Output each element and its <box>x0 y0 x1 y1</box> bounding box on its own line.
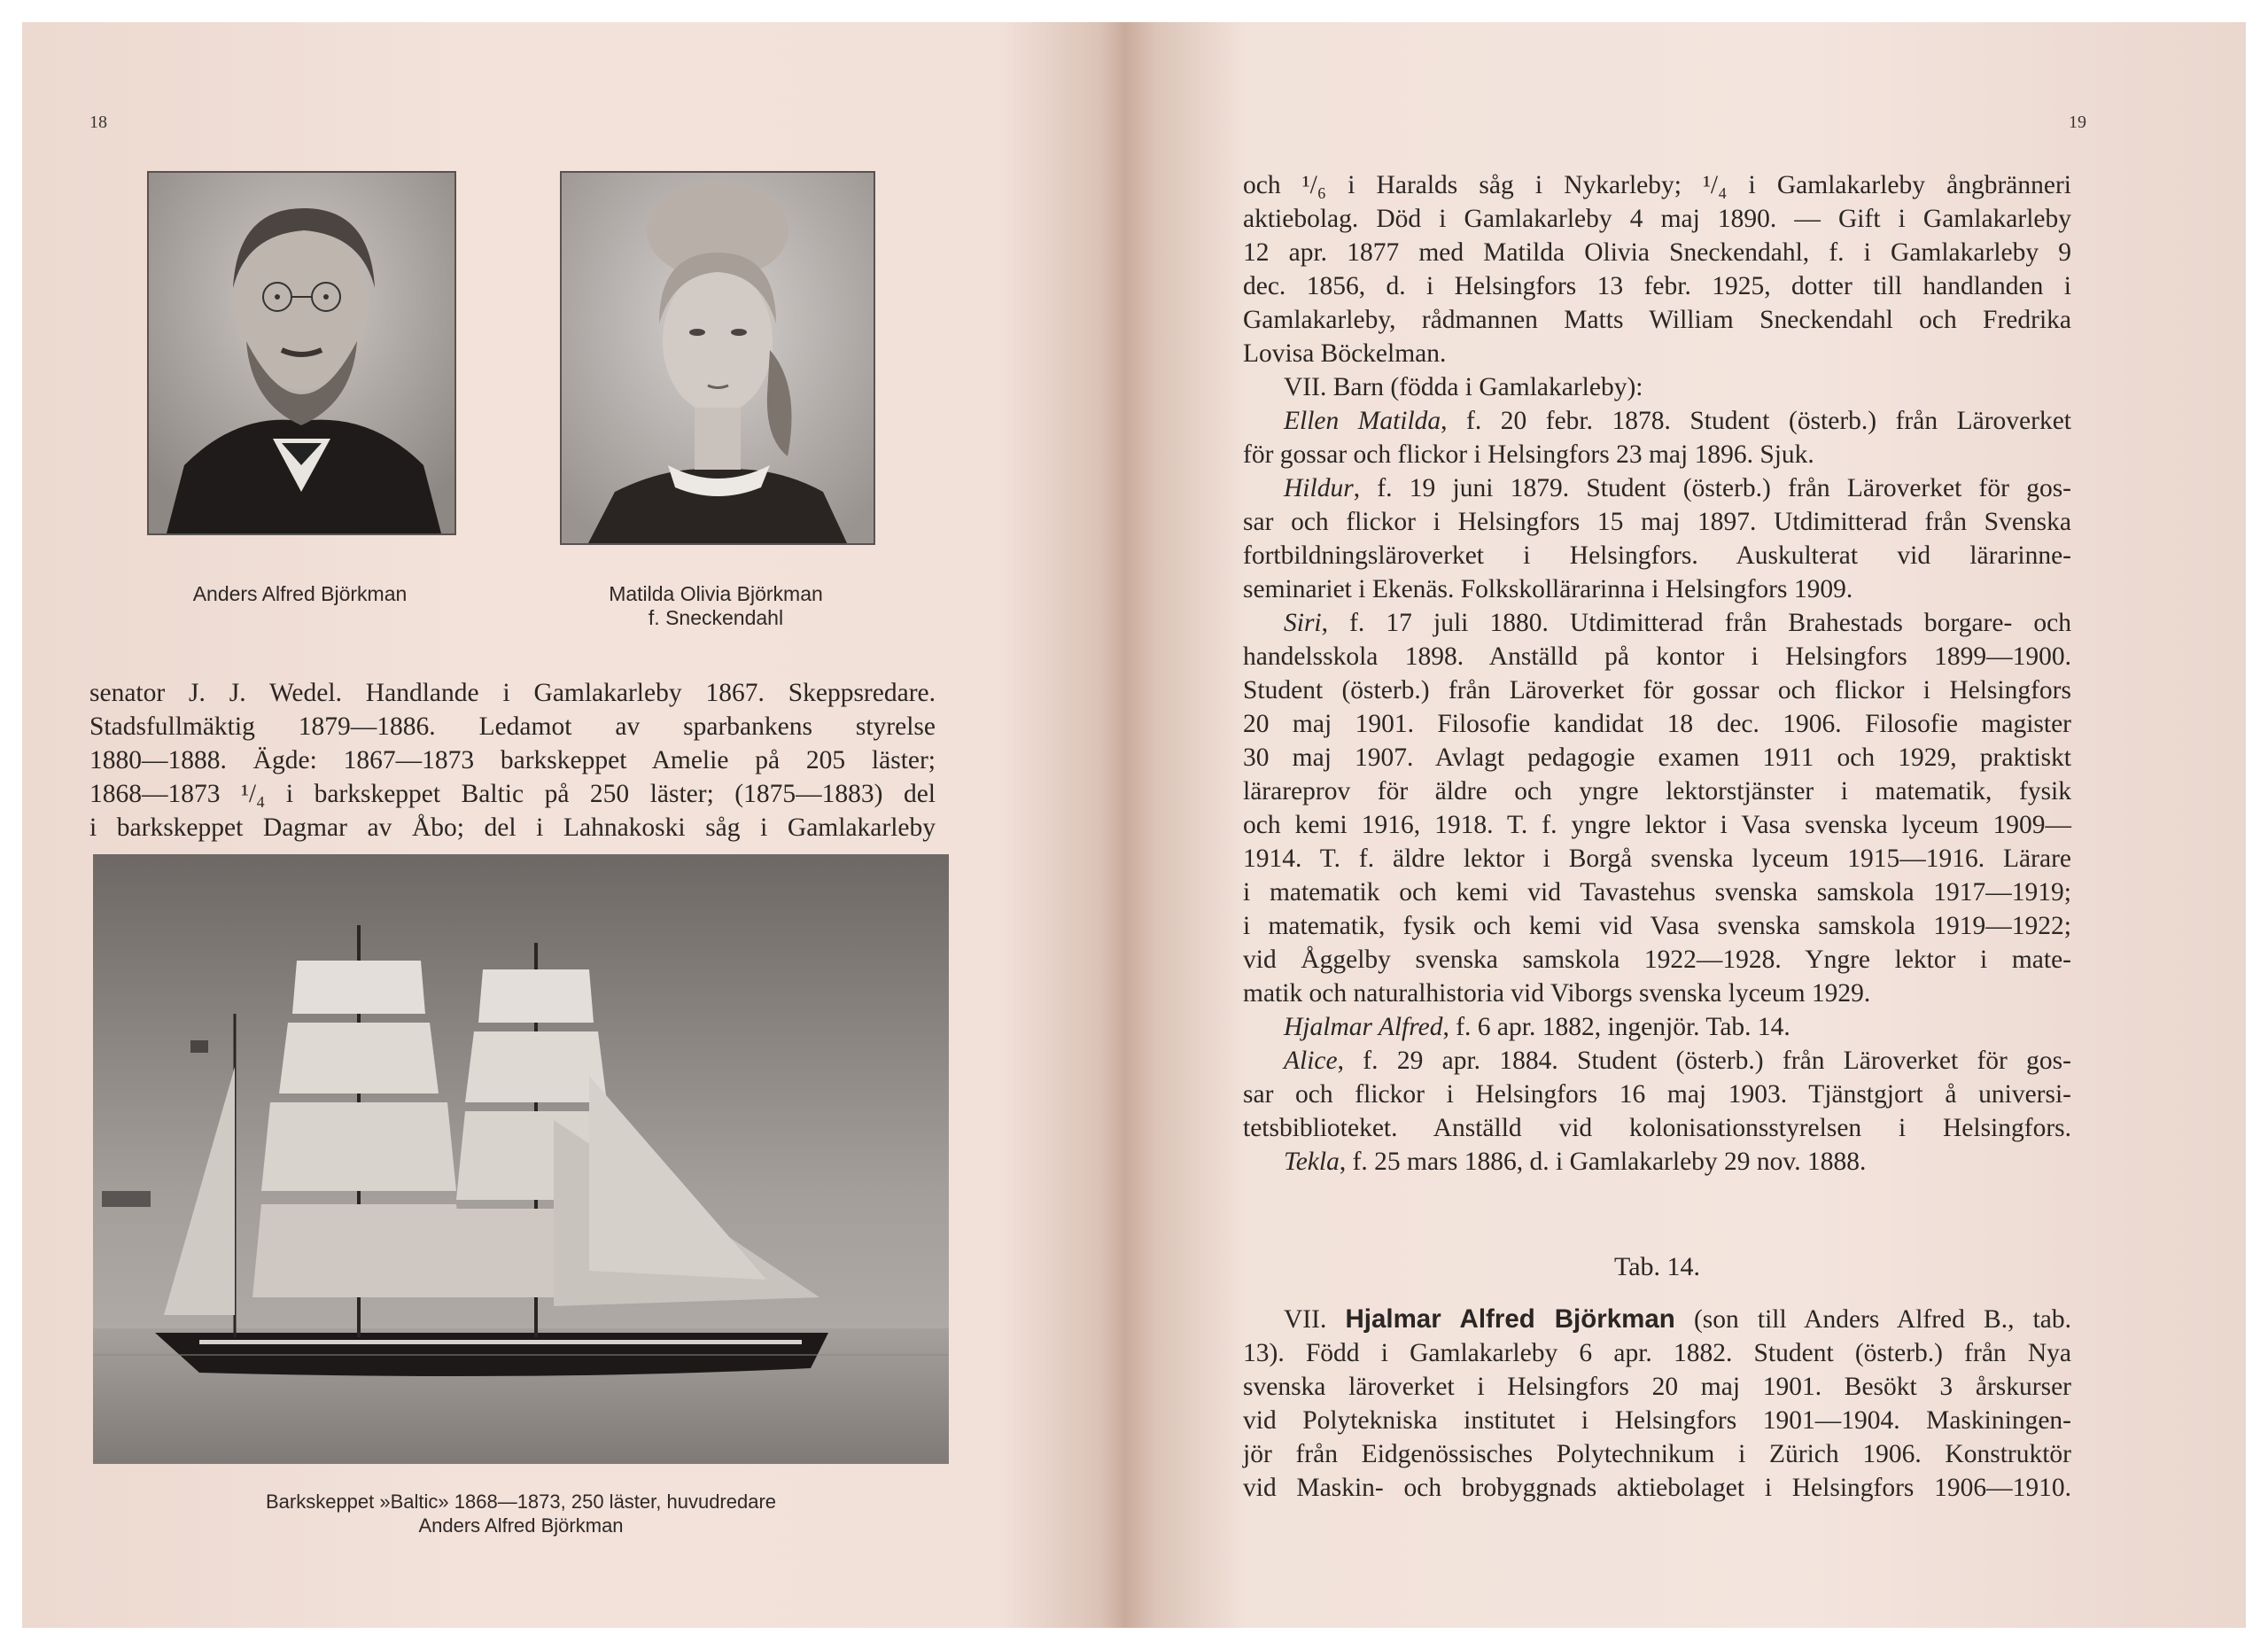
text-line: handelsskola 1898. Anställd på kontor i Helsingfors 1899—1900. <box>1243 642 2071 671</box>
text-line: i barkskeppet Dagmar av Åbo; del i Lahnakoski såg i Gamlakarleby <box>89 813 936 842</box>
text-line: VII. Hjalmar Alfred Björkman (son till Anders Alfred B., tab. <box>1284 1304 2072 1334</box>
text-line: VII. Barn (födda i Gamlakarleby): <box>1284 373 1643 401</box>
text-line: vid Åggelby svenska samskola 1922—1928. Yngre lektor i mate- <box>1243 946 2071 974</box>
text-line: Ellen Matilda, f. 20 febr. 1878. Student (österb.) från Läroverket <box>1284 407 2071 435</box>
text-line: 1914. T. f. äldre lektor i Borgå svenska lyceum 1915—1916. Lärare <box>1243 844 2071 873</box>
text-line: Siri, f. 17 juli 1880. Utdimitterad från Brahestads borgare- och <box>1284 609 2071 637</box>
text-line: senator J. J. Wedel. Handlande i Gamlakarleby 1867. Skeppsredare. <box>89 679 936 707</box>
text-line: 1880—1888. Ägde: 1867—1873 barkskeppet Amelie på 205 läster; <box>89 746 936 774</box>
text-line: Hjalmar Alfred, f. 6 apr. 1882, ingenjör. Tab. 14. <box>1284 1013 1790 1041</box>
tab-14-text <box>1243 1303 2071 1505</box>
text-line: Hildur, f. 19 juni 1879. Student (österb.) från Läroverket för gos- <box>1284 474 2071 502</box>
text-line: fortbildningsläroverket i Helsingfors. Auskulterat vid lärarinne- <box>1243 541 2071 570</box>
text-line: matik och naturalhistoria vid Viborgs svenska lyceum 1929. <box>1243 979 1871 1008</box>
text-line: för gossar och flickor i Helsingfors 23 maj 1896. Sjuk. <box>1243 440 1814 469</box>
text-line: vid Polytekniska institutet i Helsingfors 1901—1904. Maskiningen- <box>1243 1406 2071 1435</box>
text-line: Alice, f. 29 apr. 1884. Student (österb.) från Läroverket för gos- <box>1284 1047 2071 1075</box>
caption-line: f. Sneckendahl <box>648 606 784 629</box>
caption-line: Barkskeppet »Baltic» 1868—1873, 250 läster, huvudredare <box>265 1490 777 1513</box>
caption-line: Anders Alfred Björkman <box>418 1514 624 1537</box>
text-line: i matematik och kemi vid Tavastehus svenska samskola 1917—1919; <box>1243 878 2071 907</box>
text-line: 30 maj 1907. Avlagt pedagogie examen 1911 och 1929, praktiskt <box>1243 743 2071 772</box>
text-line: jör från Eidgenössisches Polytechnikum i Zürich 1906. Konstruktör <box>1243 1440 2071 1468</box>
text-line: 12 apr. 1877 med Matilda Olivia Sneckendahl, f. i Gamlakarleby 9 <box>1243 238 2071 267</box>
text-line: svenska läroverket i Helsingfors 20 maj 1901. Besökt 3 årskurser <box>1243 1373 2071 1401</box>
portrait-photo-anders <box>147 171 456 535</box>
portrait-caption-anders <box>147 582 453 606</box>
text-line: sar och flickor i Helsingfors 15 maj 1897. Utdimitterad från Svenska <box>1243 508 2071 536</box>
left-page <box>22 22 1107 1628</box>
text-line: Stadsfullmäktig 1879—1886. Ledamot av sparbankens styrelse <box>89 712 936 741</box>
text-line: Gamlakarleby, rådmannen Matts William Sneckendahl och Fredrika <box>1243 306 2071 334</box>
page-number: 19 <box>2069 113 2086 132</box>
text-line: 13). Född i Gamlakarleby 6 apr. 1882. Student (österb.) från Nya <box>1243 1339 2071 1367</box>
text-line: Tekla, f. 25 mars 1886, d. i Gamlakarleby 29 nov. 1888. <box>1284 1148 1867 1176</box>
text-line: 20 maj 1901. Filosofie kandidat 18 dec. 1906. Filosofie magister <box>1243 710 2071 738</box>
page-number: 18 <box>89 113 107 132</box>
left-body-text <box>89 676 936 844</box>
caption-line: Matilda Olivia Björkman <box>609 582 823 605</box>
text-line: och ¹/₆ i Haralds såg i Nykarleby; ¹/₄ i Gamlakarleby ångbränneri <box>1243 171 2071 199</box>
ship-caption <box>93 1490 949 1537</box>
text-line: aktiebolag. Död i Gamlakarleby 4 maj 1890. — Gift i Gamlakarleby <box>1243 205 2071 233</box>
portrait-caption-matilda <box>560 582 872 630</box>
text-line: sar och flickor i Helsingfors 16 maj 1903. Tjänstgjort å universi- <box>1243 1080 2071 1109</box>
ship-illustration <box>93 854 949 1464</box>
text-line: tetsbiblioteket. Anställd vid kolonisationsstyrelsen i Helsingfors. <box>1243 1114 2071 1142</box>
text-line: i matematik, fysik och kemi vid Vasa svenska samskola 1919—1922; <box>1243 912 2071 940</box>
caption-line: Anders Alfred Björkman <box>192 582 408 605</box>
text-line: Student (österb.) från Läroverket för gossar och flickor i Helsingfors <box>1243 676 2071 704</box>
text-line: dec. 1856, d. i Helsingfors 13 febr. 1925, dotter till handlanden i <box>1243 272 2071 300</box>
text-line: vid Maskin- och brobyggnads aktiebolaget i Helsingfors 1906—1910. <box>1243 1474 2071 1502</box>
text-line: 1868—1873 ¹/₄ i barkskeppet Baltic på 250 läster; (1875—1883) del <box>89 780 936 808</box>
text-line: lärareprov för äldre och yngre lektorstjänster i matematik, fysik <box>1243 777 2071 806</box>
text-line: och kemi 1916, 1918. T. f. yngre lektor i Vasa svenska lyceum 1909— <box>1243 811 2071 839</box>
right-body-text <box>1243 168 2071 1179</box>
tab-heading: Tab. 14. <box>1613 1252 1701 1281</box>
text-line: Lovisa Böckelman. <box>1243 339 1447 368</box>
text-line: seminariet i Ekenäs. Folkskollärarinna i Helsingfors 1909. <box>1243 575 1853 603</box>
portrait-photo-matilda <box>560 171 875 545</box>
